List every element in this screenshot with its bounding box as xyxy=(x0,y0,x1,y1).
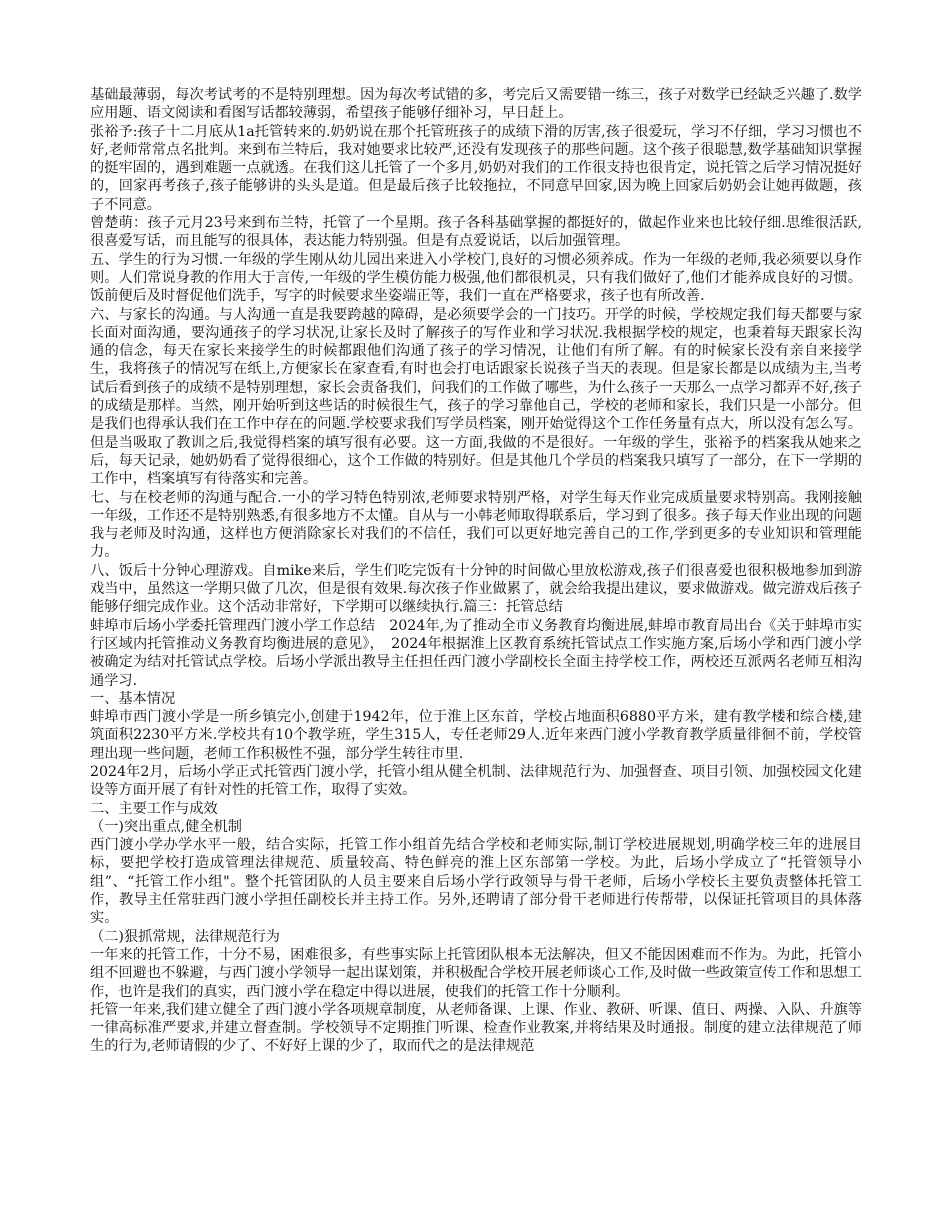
paragraph-routine-1: 一年来的托管工作，十分不易，困难很多，有些事实际上托管团队根本无法解决，但又不能因困难而不作为。为此，托管小组不回避也不躲避，与西门渡小学领导一起出谋划策，并积极配合学校开展老师谈心工作,及时做一些政策宣传工作和思想工作，也许是我们的真实，西门渡小学在稳定中得以进展，使我们的托管工作十分顺利。 xyxy=(90,946,862,1000)
paragraph-section-5-habits: 五、学生的行为习惯.一年级的学生刚从幼儿园出来进入小学校门,良好的习惯必须养成。作为一年级的老师,我必须要以身作则。人们常说身教的作用大于言传,一年级的学生模仿能力极强,他们都很机灵，只有我们做好了,他们才能养成良好的习惯。饭前便后及时督促他们洗手，写字的时候要求坐姿端正等，我们一直在严格要求，孩子也有所改善. xyxy=(90,251,862,305)
paragraph-section-7-teachers: 七、与在校老师的沟通与配合.一小的学习特色特别浓,老师要求特别严格，对学生每天作业完成质量要求特别高。我刚接触一年级，工作还不是特别熟悉,有很多地方不太懂。自从与一小韩老师取得联系后，学习到了很多。孩子每天作业出现的问题我与老师及时沟通，这样也方便消除家长对我们的不信任，我们可以更好地完善自己的工作,学到更多的专业知识和管理能力。 xyxy=(90,489,862,561)
paragraph-report-intro: 蚌埠市后场小学委托管理西门渡小学工作总结 2024年,为了推动全市义务教育均衡进展,蚌埠市教育局出台《关于蚌埠市实行区域内托管推动义务教育均衡进展的意见》， 2024年根据淮上区教育系统托管试点工作实施方案,后场小学和西门渡小学被确定为结对托管试点学校。后场小学派出教导主任担任西门渡小学副校长全面主持学校工作，两校还互派两名老师互相沟通学习. xyxy=(90,617,862,689)
paragraph-takeover-start: 2024年2月，后场小学正式托管西门渡小学，托管小组从健全机制、法律规范行为、加强督查、项目引领、加强校园文化建设等方面开展了有针对性的托管工作，取得了实效。 xyxy=(90,763,862,799)
paragraph-section-8-games: 八、饭后十分钟心理游戏。自mike来后，学生们吃完饭有十分钟的时间做心里放松游戏,孩子们很喜爱也很积极地参加到游戏当中，虽然这一学期只做了几次，但是很有效果.每次孩子作业做累了，就会给我提出建议，要求做游戏。做完游戏后孩子能够仔细完成作业。这个活动非常好，下学期可以继续执行.篇三：托管总结 xyxy=(90,562,862,616)
paragraph-routine-2: 托管一年来,我们建立健全了西门渡小学各项规章制度，从老师备课、上课、作业、教研、听课、值日、两操、入队、升旗等一律高标准严要求,并建立督查制。学校领导不定期推门听课、检查作业教案,并将结果及时通报。制度的建立法律规范了师生的行为,老师请假的少了、不好好上课的少了，取而代之的是法律规范 xyxy=(90,1001,862,1055)
paragraph-zhang-yuyu: 张裕予:孩子十二月底从1a托管转来的.奶奶说在那个托管班孩子的成绩下滑的厉害,孩子很爱玩，学习不仔细，学习习惯也不好,老师常常点名批判。来到布兰特后，我对她要求比较严,还没有发现孩子的那些问题。这个孩子很聪慧,数学基础知识掌握的挺牢固的，遇到难题一点就透。在我们这儿托管了一个多月,奶奶对我们的工作很支持也很肯定，说托管之后学习情况挺好的，回家再考孩子,孩子能够讲的头头是道。但是最后孩子比较拖拉，不同意早回家,因为晚上回家后奶奶会让她再做题，孩子不同意。 xyxy=(90,123,862,213)
paragraph-mechanism: 西门渡小学办学水平一般，结合实际，托管工作小组首先结合学校和老师实际,制订学校进展规划,明确学校三年的进展目标，要把学校打造成管理法律规范、质量较高、特色鲜亮的淮上区东部第一学校。为此，后场小学成立了“托管领导小组”、“托管工作小组"。整个托管团队的人员主要来自后场小学行政领导与骨干老师，后场小学校长主要负责整体托管工作，教导主任常驻西门渡小学担任副校长并主持工作。另外,还聘请了部分骨干老师进行传帮带，以保证托管项目的具体落实。 xyxy=(90,837,862,927)
heading-main-work: 二、主要工作与成效 xyxy=(90,800,218,817)
paragraph-school-profile: 蚌埠市西门渡小学是一所乡镇完小,创建于1942年，位于淮上区东首，学校占地面积6880平方米，建有教学楼和综合楼,建筑面积2230平方米.学校共有10个教学班，学生315人，专任老师29人.近年来西门渡小学教育教学质量徘徊不前，学校管理出现一些问题，老师工作积极性不强，部分学生转往市里. xyxy=(90,709,862,762)
paragraph-zeng-chumeng: 曾楚萌：孩子元月23号来到布兰特，托管了一个星期。孩子各科基础掌握的都挺好的，做起作业来也比较仔细.思维很活跃,很喜爱写话，而且能写的很具体，表达能力特别强。但是有点爱说话，以后加强管理。 xyxy=(90,215,862,250)
heading-basic-situation: 一、基本情况 xyxy=(90,690,176,707)
subheading-mechanism: （一)突出重点,健全机制 xyxy=(90,818,242,835)
paragraph-section-6-parents: 六、与家长的沟通。与人沟通一直是我要跨越的障碍，是必须要学会的一门技巧。开学的时候，学校规定我们每天都要与家长面对面沟通，要沟通孩子的学习状况,让家长及时了解孩子的写作业和学习状况.我根据学校的规定，也秉着每天跟家长沟通的信念，每天在家长来接学生的时候都跟他们沟通了孩子的学习情况，让他们有所了解。有的时候家长没有亲自来接学生，我将孩子的情况写在纸上,方便家长在家查看,有时也会打电话跟家长说孩子当天的表现。但是家长都是以成绩为主,当考试后看到孩子的成绩不是特别理想，家长会责备我们，问我们的工作做了哪些，为什么孩子一天那么一点学习都弄不好,孩子的成绩是那样。当然，刚开始听到这些话的时候很生气，孩子的学习靠他自己，学校的老师和家长，我们只是一小部分。但是我们也得承认我们在工作中存在的问题.学校要求我们写学员档案，刚开始觉得这个工作任务量有点大，所以没有怎么写。但是当吸取了教训之后,我觉得档案的填写很有必要。这一方面,我做的不是很好。一年级的学生，张裕予的档案我从她来之后，每天记录，她奶奶看了觉得很细心，这个工作做的特别好。但是其他几个学员的档案我只填写了一部分，在下一学期的工作中，档案填写有待落实和完善。 xyxy=(90,306,862,488)
document-body xyxy=(90,86,862,1056)
subheading-routine: （二)狠抓常规，法律规范行为 xyxy=(90,928,280,945)
paragraph-basics-weak: 基础最薄弱，每次考试考的不是特别理想。因为每次考试错的多，考完后又需要错一练三，孩子对数学已经缺乏兴趣了.数学应用题、语文阅读和看图写话都较薄弱，希望孩子能够仔细补习，早日赶上。 xyxy=(90,87,862,122)
